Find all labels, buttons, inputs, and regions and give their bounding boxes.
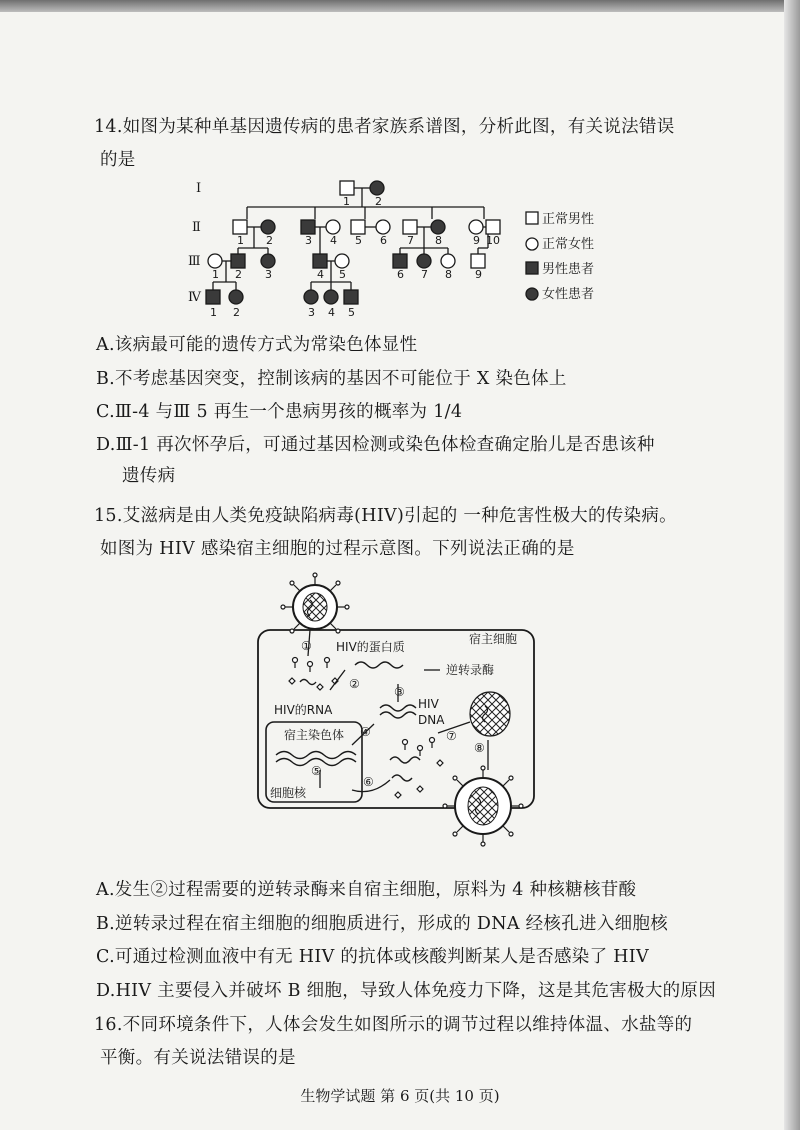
svg-text:4: 4 <box>317 268 324 281</box>
step-1: ① <box>301 639 312 653</box>
q16-stem-cont: 平衡。有关说法错误的是 <box>100 1048 296 1068</box>
svg-text:2: 2 <box>233 306 240 319</box>
q15-stem-cont: 如图为 HIV 感染宿主细胞的过程示意图。下列说法正确的是 <box>100 539 575 559</box>
q15-option-d: D.HIV 主要侵入并破坏 B 细胞，导致人体免疫力下降，这是其危害极大的原因 <box>96 981 717 1001</box>
q15-stem: 15.艾滋病是由人类免疫缺陷病毒(HIV)引起的 一种危害性极大的传染病。 <box>94 506 677 526</box>
svg-text:1: 1 <box>212 268 219 281</box>
legend-affected-male: 男性患者 <box>542 262 595 277</box>
q16-stem: 16.不同环境条件下，人体会发生如图所示的调节过程以维持体温、水盐等的 <box>94 1015 693 1035</box>
q14-option-a: A.该病最可能的遗传方式为常染色体显性 <box>96 335 418 355</box>
svg-text:7: 7 <box>421 268 428 281</box>
label-dna: DNA <box>418 713 445 727</box>
svg-text:10: 10 <box>486 234 500 247</box>
q14-stem: 14.如图为某种单基因遗传病的患者家族系谱图，分析此图，有关说法错误 <box>94 117 675 137</box>
label-hiv-protein: HIV的蛋白质 <box>336 640 405 654</box>
svg-text:2: 2 <box>235 268 242 281</box>
step-6: ⑥ <box>363 775 374 789</box>
svg-text:4: 4 <box>328 306 335 319</box>
legend-affected-female: 女性患者 <box>542 287 595 302</box>
label-reverse-transcriptase: 逆转录酶 <box>446 663 495 677</box>
label-host-cell: 宿主细胞 <box>469 632 518 646</box>
q14-option-b: B.不考虑基因突变，控制该病的基因不可能位于 X 染色体上 <box>96 369 567 389</box>
hiv-virion-released <box>443 766 523 846</box>
svg-text:2: 2 <box>266 234 273 247</box>
svg-text:7: 7 <box>407 234 414 247</box>
gen-II: Ⅱ <box>192 220 201 235</box>
step-3: ③ <box>394 685 405 699</box>
label-nucleus: 细胞核 <box>270 786 307 800</box>
q14-option-d-cont: 遗传病 <box>122 466 176 486</box>
svg-text:1: 1 <box>237 234 244 247</box>
legend-normal-male: 正常男性 <box>542 212 595 227</box>
pedigree-chart <box>180 170 640 320</box>
svg-text:9: 9 <box>473 234 480 247</box>
gen-IV: Ⅳ <box>188 290 201 305</box>
label-hiv: HIV <box>418 697 439 711</box>
svg-text:1: 1 <box>343 195 350 208</box>
step-7: ⑦ <box>446 729 457 743</box>
gen-III: Ⅲ <box>188 254 201 269</box>
svg-text:1: 1 <box>210 306 217 319</box>
svg-text:8: 8 <box>445 268 452 281</box>
hiv-virion-top <box>281 573 349 633</box>
scan-top-edge <box>0 0 800 12</box>
q15-option-c: C.可通过检测血液中有无 HIV 的抗体或核酸判断某人是否感染了 HIV <box>96 947 649 967</box>
svg-text:3: 3 <box>308 306 315 319</box>
svg-text:8: 8 <box>435 234 442 247</box>
svg-text:5: 5 <box>348 306 355 319</box>
page-footer: 生物学试题 第 6 页(共 10 页) <box>300 1087 500 1105</box>
svg-text:3: 3 <box>265 268 272 281</box>
svg-text:5: 5 <box>355 234 362 247</box>
legend-normal-female: 正常女性 <box>542 237 595 252</box>
hiv-infection-diagram <box>250 570 550 855</box>
svg-text:5: 5 <box>339 268 346 281</box>
gen-I: Ⅰ <box>196 181 202 196</box>
q15-option-b: B.逆转录过程在宿主细胞的细胞质进行，形成的 DNA 经核孔进入细胞核 <box>96 914 669 934</box>
q14-stem-cont: 的是 <box>100 150 136 170</box>
svg-text:2: 2 <box>375 195 382 208</box>
step-2: ② <box>349 677 360 691</box>
step-5: ⑤ <box>311 764 322 778</box>
hiv-virion-budding <box>470 692 510 736</box>
svg-text:4: 4 <box>330 234 337 247</box>
scan-right-edge <box>784 0 800 1130</box>
step-8: ⑧ <box>474 741 485 755</box>
svg-text:3: 3 <box>305 234 312 247</box>
svg-text:6: 6 <box>380 234 387 247</box>
q14-option-c: C.Ⅲ-4 与Ⅲ 5 再生一个患病男孩的概率为 1/4 <box>96 402 463 422</box>
label-hiv-rna: HIV的RNA <box>274 703 333 717</box>
q14-option-d: D.Ⅲ-1 再次怀孕后，可通过基因检测或染色体检查确定胎儿是否患该种 <box>96 435 655 455</box>
step-4: ④ <box>360 725 371 739</box>
label-host-chromosome: 宿主染色体 <box>284 728 345 742</box>
svg-text:9: 9 <box>475 268 482 281</box>
svg-text:6: 6 <box>397 268 404 281</box>
q15-option-a: A.发生②过程需要的逆转录酶来自宿主细胞，原料为 4 种核糖核苷酸 <box>96 880 637 900</box>
